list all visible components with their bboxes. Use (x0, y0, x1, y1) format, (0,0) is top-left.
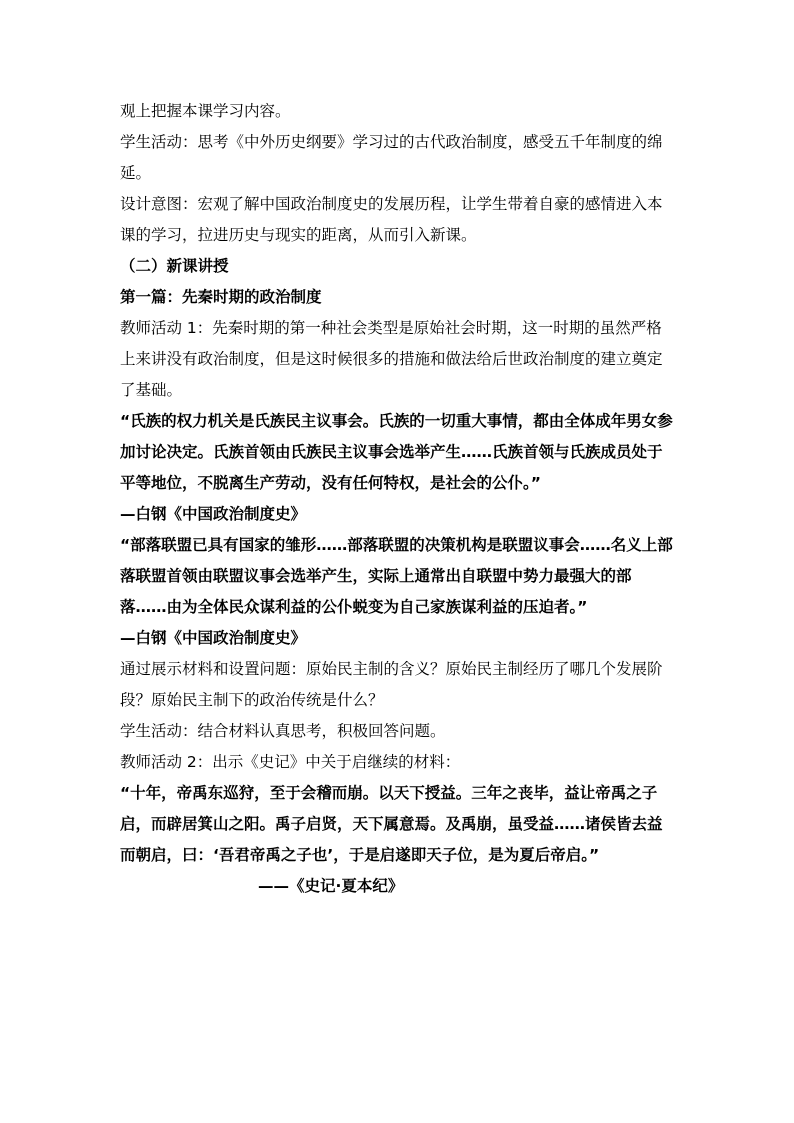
paragraph-teacher-activity-2: 教师活动 2：出示《史记》中关于启继续的材料： (120, 753, 461, 771)
quote-source-shiji: ——《史记·夏本纪》 (258, 877, 404, 895)
chapter-heading-pre-qin: 第一篇：先秦时期的政治制度 (120, 288, 322, 306)
paragraph-questions: 通过展示材料和设置问题：原始民主制的含义？原始民主制经历了哪几个发展阶段？原始民主制下的政治传统是什么？ (120, 660, 663, 709)
quote-shiji: “十年，帝禹东巡狩，至于会稽而崩。以天下授益。三年之丧毕，益让帝禹之子启，而辟居箕山之阳。禹子启贤，天下属意焉。及禹崩，虽受益……诸侯皆去益而朝启，曰：‘吾君帝禹之子也’，于是启遂即天子位，是为夏后帝启。” (120, 784, 663, 864)
paragraph-design-intent: 设计意图：宏观了解中国政治制度史的发展历程，让学生带着自豪的感情进入本课的学习，拉进历史与现实的距离，从而引入新课。 (120, 195, 663, 244)
quote-tribal-alliance: “部落联盟已具有国家的雏形……部落联盟的决策机构是联盟议事会……名义上部落联盟首领由联盟议事会选举产生，实际上通常出自联盟中势力最强大的部落……由为全体民众谋利益的公仆蜕变为自己家族谋利益的压迫者。” (120, 536, 673, 616)
quote-source-1: —白钢《中国政治制度史》 (120, 505, 307, 523)
paragraph-student-activity-2: 学生活动：结合材料认真思考，积极回答问题。 (120, 722, 446, 740)
quote-source-2: —白钢《中国政治制度史》 (120, 629, 307, 647)
section-heading-new-lesson: （二）新课讲授 (120, 257, 229, 275)
quote-clan-council: “氏族的权力机关是氏族民主议事会。氏族的一切重大事情，都由全体成年男女参加讨论决定。氏族首领由氏族民主议事会选举产生……氏族首领与氏族成员处于平等地位，不脱离生产劳动，没有任何特权，是社会的公仆。” (120, 412, 673, 492)
document-body (120, 96, 675, 902)
paragraph-intro-end: 观上把握本课学习内容。 (120, 102, 291, 120)
paragraph-teacher-activity-1: 教师活动 1：先秦时期的第一种社会类型是原始社会时期，这一时期的虽然严格上来讲没有政治制度，但是这时候很多的措施和做法给后世政治制度的建立奠定了基础。 (120, 319, 663, 399)
paragraph-student-activity-1: 学生活动：思考《中外历史纲要》学习过的古代政治制度，感受五千年制度的绵延。 (120, 133, 663, 182)
